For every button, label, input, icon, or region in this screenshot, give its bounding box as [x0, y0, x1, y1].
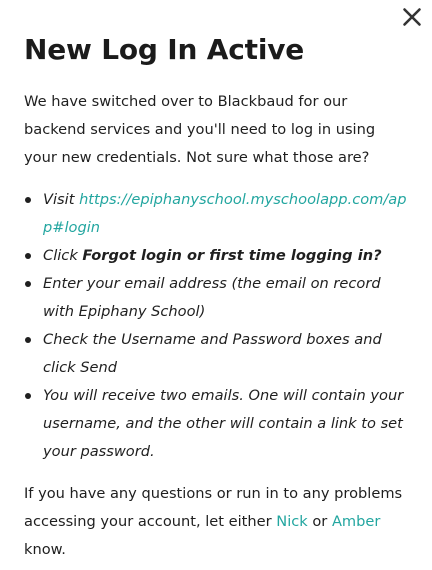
outro-middle: or — [307, 513, 332, 530]
outro-before: If you have any questions or run in to any problems accessing your account, let either — [24, 485, 403, 530]
close-icon — [400, 5, 424, 29]
contact-nick-link[interactable]: Nick — [276, 513, 308, 530]
outro-after: know. — [24, 541, 66, 558]
close-button[interactable] — [400, 5, 424, 29]
forgot-login-text: Forgot login or first time logging in? — [82, 247, 382, 264]
contact-amber-link[interactable]: Amber — [331, 513, 381, 530]
modal-title: New Log In Active — [24, 33, 305, 66]
login-url-link[interactable]: https://epiphanyschool.myschoolapp.com/app#login — [43, 191, 407, 236]
list-item-click — [43, 242, 408, 270]
intro-text: We have switched over to Blackbaud for our backend services and you'll need to log in using your new credentials. Not sure what those are? — [24, 93, 376, 166]
list-item-enter-email: Enter your email address (the email on record with Epiphany School) — [43, 270, 408, 326]
click-prefix: Click — [43, 247, 83, 264]
visit-prefix: Visit — [43, 191, 80, 208]
modal-body — [24, 88, 408, 564]
instructions-list — [24, 186, 408, 466]
list-item-check-boxes: Check the Username and Password boxes and click Send — [43, 326, 408, 382]
list-item-visit — [43, 186, 408, 242]
list-item-receive-emails: You will receive two emails. One will contain your username, and the other will contain a link to set your password. — [43, 382, 408, 466]
outro-text — [24, 480, 408, 564]
